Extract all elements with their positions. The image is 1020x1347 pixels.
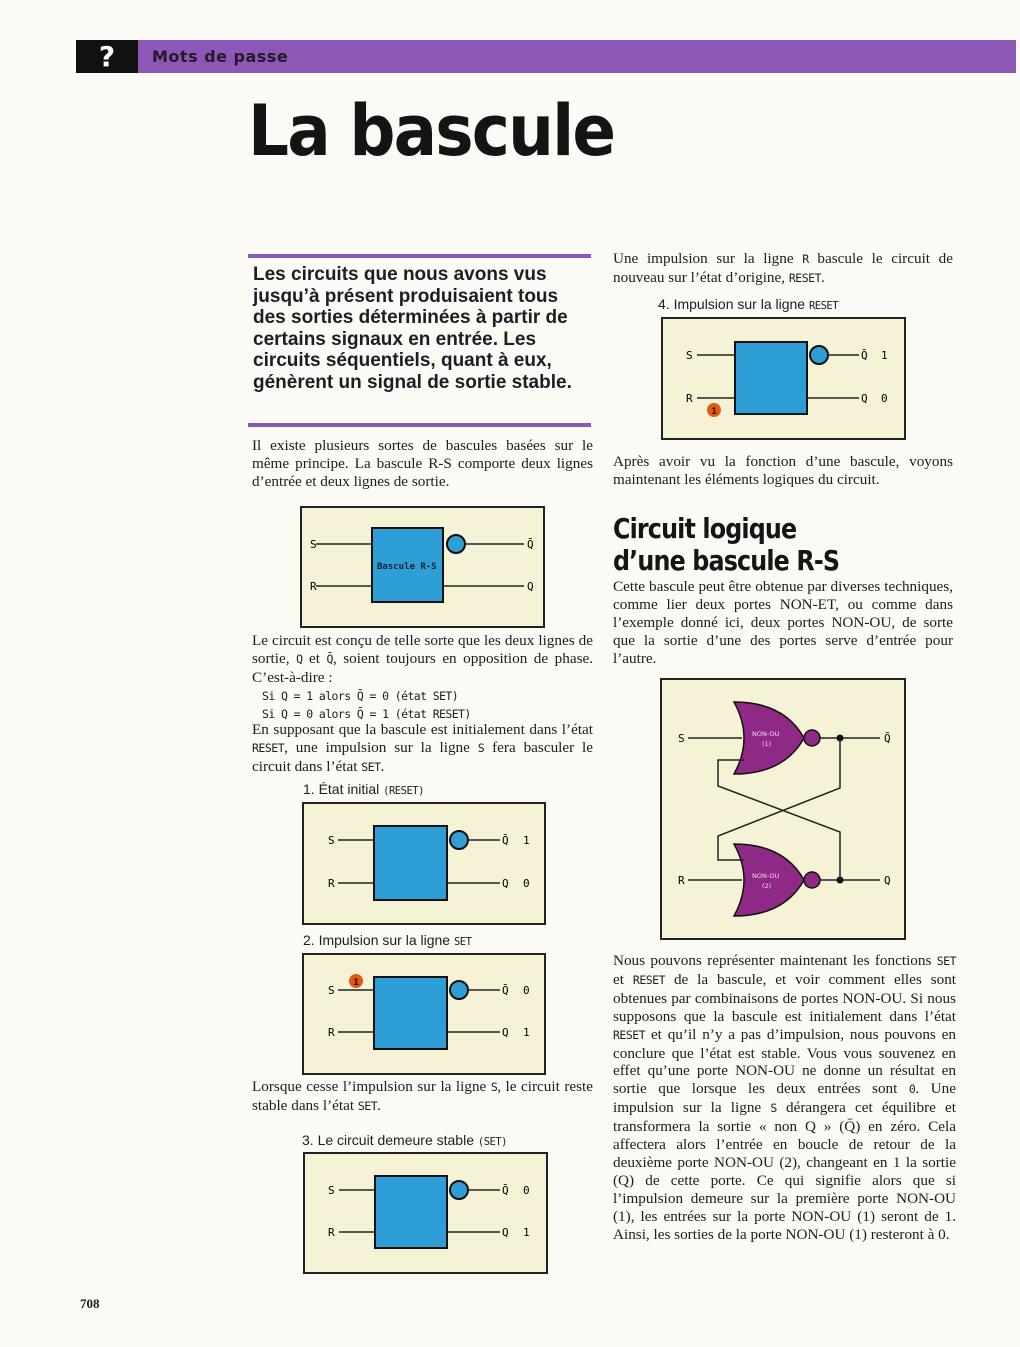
r-p1-text-c: . [821,268,825,286]
r-label: R [328,877,335,890]
p4-text-c: . [377,1096,381,1114]
q-label: Q [527,580,534,593]
r-p4-zero: 0 [908,1082,916,1097]
s-label: S [328,1184,335,1197]
r-p1-text-b: bascule le circuit de nouveau sur l’état d’origine, [613,250,954,286]
inverter-bubble [450,831,468,849]
r-p4-set: SET [936,954,956,968]
r-p1-r: R [802,252,809,266]
diagram-nor-logic [660,678,906,940]
gate-1-label: NON-OU [752,730,780,738]
opposition-text [252,632,593,687]
nor-gate-2-icon [734,844,804,916]
r-p4-text-d: . Une impulsion sur la ligne [613,1080,956,1117]
caption-2-tag: SET [453,936,472,948]
caption-4-tag: RESET [808,300,839,312]
r-p4-text-b: de la bascule, et voir comment elles sont obtenues par combinaisons de portes NON-OU. Si nous supposons que la bascule est initialement dans l’état [613,970,957,1025]
r-p4-reset-2: RESET [613,1027,646,1042]
r-p4-text-c: et qu’il n’y a pas d’impulsion, nous pouvons en conclure que l’état est stable. Vous vous souvenez en effet qu’une porte NON-OU ne donne un résultat en sortie que lorsque les deux entrées sont [613,1025,956,1098]
nor-2-bubble [804,872,820,888]
qbar-label: Q̄ [502,1184,509,1197]
r-p4-text-e: dérangera cet équilibre et transformera la sortie « non Q » (Q̄) en zéro. Cela affectera alors l’entrée en boucle de retour de la deuxième porte NON-OU (2), changeant en 1 la sortie (Q) de cette porte. Ce qui signifie alors que si l’impulsion demeure sur la première porte NON-OU (1), les entrées sur la porte NON-OU (1) seront de 1. Ainsi, les sorties de la porte NON-OU (1) resteront à 0. [613,1099,957,1243]
caption-initial-state [303,781,424,797]
p2-text-a: Le circuit est conçu de telle sorte que les deux lignes de sortie, [252,632,593,667]
qbar-value: 0 [523,1184,530,1197]
lead-rule-top [248,254,591,258]
reset-text [613,250,953,288]
r-p4-and: et [613,970,624,988]
caption-3-text: 3. Le circuit demeure stable [302,1132,474,1148]
transition-text: Après avoir vu la fonction d’une bascule, voyons maintenant les éléments logiques du circuit. [613,453,953,488]
s-label: S [310,538,317,551]
caption-4-text: 4. Impulsion sur la ligne [658,296,806,312]
nor-gate-1-icon [734,702,804,774]
diagram-reset-pulse [661,317,906,440]
techniques-text: Cette bascule peut être obtenue par diverses techniques, comme lier deux portes NON-ET, ou comme dans l’exemple donné ici, deux portes NON-OU, de sorte que la sortie d’une des portes serve d’entrée pour l’autre. [613,578,953,667]
nor-1-bubble [804,730,820,746]
stable-paragraph [252,1078,593,1116]
r-p4-reset: RESET [632,972,666,987]
r-label: R [310,580,317,593]
gate-1-number: (1) [762,740,772,748]
q-label: Q [502,877,509,890]
techniques-paragraph [613,578,953,668]
p2-and: et [309,649,320,667]
p3-reset: RESET [252,740,285,755]
page-title: La bascule [248,90,615,172]
r-p4-s: S [770,1101,777,1116]
caption-3-tag: (SET) [477,1136,507,1148]
q-value: 1 [523,1026,530,1039]
qbar-label: Q̄ [527,538,534,551]
caption-2-text: 2. Impulsion sur la ligne [303,932,451,948]
transition-paragraph [613,453,953,489]
p3-text-b: , une impulsion sur la ligne [284,738,470,756]
lead-rule-bottom [248,423,591,427]
s-label: S [686,349,693,362]
pulse-value: 1 [353,978,360,988]
qbar-label: Q̄ [502,834,509,847]
section-title: Mots de passe [152,47,289,66]
lead-paragraph: Les circuits que nous avons vus jusqu’à présent produisaient tous des sorties déterminées à partir de certains signaux en entrée. Les circuits séquentiels, quant à eux, génèrent un signal de sortie stable. [253,264,572,393]
r-label: R [328,1026,335,1039]
page-number: 708 [80,1296,100,1311]
r-p4-text-a: Nous pouvons représenter maintenant les fonctions [613,952,932,969]
diagram-rs-flipflop [300,506,545,628]
r-p1-text-a: Une impulsion sur la ligne [613,250,794,267]
question-badge: ? [76,40,138,73]
s-label: S [678,732,685,745]
p3-text-d: . [380,757,385,775]
gate-2-label: NON-OU [752,872,780,880]
p2-q: Q [296,651,303,666]
block-label: Bascule R-S [377,562,437,572]
q-value: 0 [523,877,530,890]
diagram-stable [303,1152,548,1274]
pulse-value: 1 [711,407,718,417]
qbar-label: Q̄ [502,984,509,997]
caption-1-tag: (RESET) [383,785,424,797]
caption-1-text: 1. État initial [303,781,380,797]
p2-qbar: Q̄ [326,651,333,666]
inverter-bubble [450,981,468,999]
p4-text-a: Lorsque cesse l’impulsion sur la ligne [252,1078,487,1095]
flipflop-block [735,342,807,414]
p3-set: SET [361,759,381,774]
q-label: Q [502,1026,509,1039]
q-label: Q [502,1226,509,1239]
formula-set: Si Q = 1 alors Q̄ = 0 (état SET) [262,689,459,703]
qbar-value: 1 [881,349,888,362]
inverter-bubble [450,1181,468,1199]
section-heading [613,513,839,577]
s-label: S [328,984,335,997]
p4-set: SET [357,1098,378,1113]
pulse-paragraph [252,721,593,777]
caption-set-pulse [303,932,471,948]
p4-text-b: , le circuit reste stable dans l’état [252,1078,593,1114]
heading-line-2: d’une bascule R-S [613,544,840,577]
p3-s: S [477,740,485,755]
intro-text: Il existe plusieurs sortes de bascules basées sur le même principe. La bascule R-S comporte deux lignes d’entrée et deux lignes de sortie. [252,437,593,490]
intro-paragraph [252,437,593,491]
r-label: R [678,874,685,887]
qbar-label: Q̄ [861,349,868,362]
formula-reset: Si Q = 0 alors Q̄ = 1 (état RESET) [262,707,471,721]
opposition-paragraph [252,632,593,687]
r-label: R [686,392,693,405]
stable-text [252,1078,593,1116]
p2-text-b: , soient toujours en opposition de phase. C’est-à-dire : [252,649,594,686]
inverter-bubble [447,535,465,553]
r-p1-reset: RESET [788,270,821,285]
flipflop-block [374,977,447,1049]
pulse-text [252,721,593,777]
gate-2-number: (2) [762,882,772,890]
qbar-value: 0 [523,984,530,997]
diagram-initial-state [302,802,546,925]
q-label: Q [884,874,891,887]
diagram-set-pulse [302,953,546,1075]
explanation-text [613,952,956,1244]
q-label: Q [861,392,868,405]
q-value: 0 [881,392,888,405]
explanation-paragraph [613,952,956,1244]
caption-stable [302,1132,507,1148]
flipflop-block [375,1176,447,1248]
caption-reset-pulse [658,296,838,312]
p3-text-a: En supposant que la bascule est initialement dans l’état [252,721,593,738]
inverter-bubble [810,346,828,364]
p4-s: S [490,1080,498,1094]
heading-line-1: Circuit logique [613,512,797,545]
q-value: 1 [523,1226,530,1239]
flipflop-block [374,826,447,900]
qbar-value: 1 [523,834,530,847]
qbar-label: Q̄ [884,732,891,745]
r-label: R [328,1226,335,1239]
s-label: S [328,834,335,847]
p3-text-c: fera basculer le circuit dans l’état [252,738,594,775]
reset-paragraph [613,250,953,288]
